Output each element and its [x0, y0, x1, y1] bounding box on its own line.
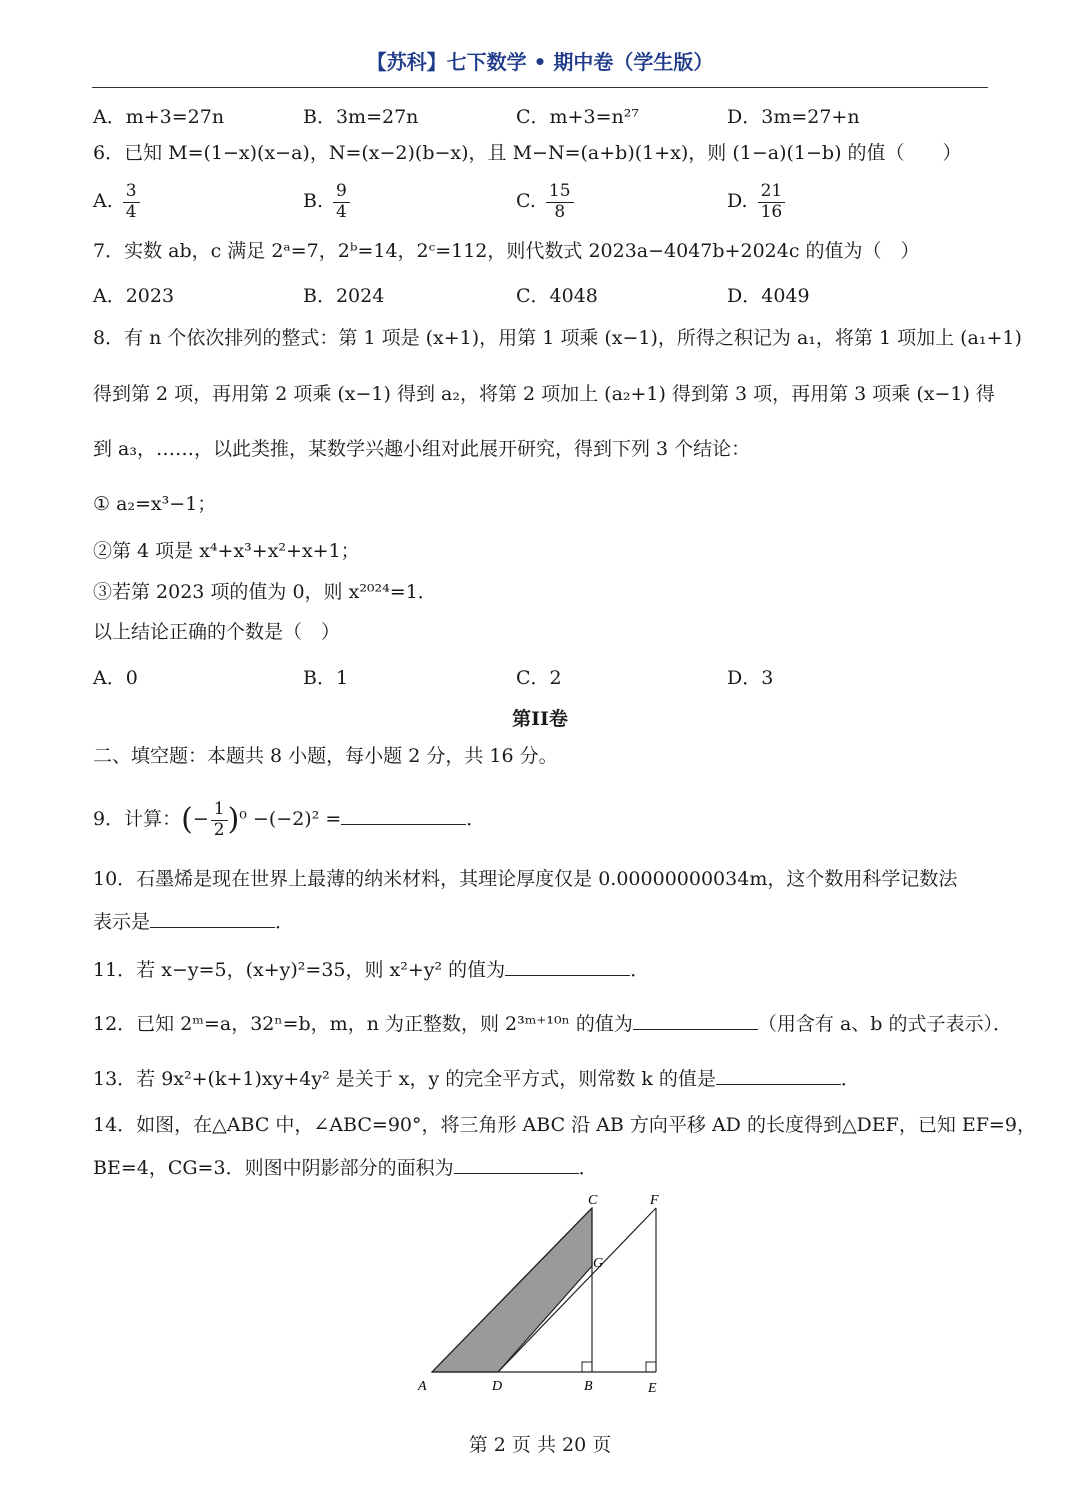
q8-option-a: A．0	[93, 667, 138, 689]
label-b: B	[584, 1379, 593, 1394]
q6-options	[93, 178, 953, 228]
q8-line-2: 得到第 2 项，再用第 2 项乘 (x−1) 得到 a₂，将第 2 项加上 (a₂+1) 得到第 3 项，再用第 3 项乘 (x−1) 得	[93, 383, 995, 405]
q9-line: 9．计算：(− $\frac{1}{2}$ )⁰ −(−2)² = ．	[93, 799, 486, 840]
q10-line-1: 10．石墨烯是现在世界上最薄的纳米材料，其理论厚度仅是 0.00000000034m，这个数用科学记数法	[93, 868, 958, 890]
label-g: G	[593, 1256, 604, 1271]
q6-option-d: D. $\frac{21}{16}$	[727, 182, 785, 222]
q12-line: 12．已知 2ᵐ=a，32ⁿ=b，m，n 为正整数，则 2³ᵐ⁺¹⁰ⁿ 的值为 （用含有 a、b 的式子表示）．	[93, 1013, 1012, 1035]
label-f: F	[650, 1193, 659, 1208]
q14-answer-blank[interactable]	[454, 1155, 579, 1174]
q8-conclusion-3: ③若第 2023 项的值为 0，则 x²⁰²⁴=1．	[93, 581, 437, 603]
q8-option-d: D．3	[727, 667, 774, 689]
q8-question: 以上结论正确的个数是（ ）	[93, 621, 341, 643]
q7-options	[93, 281, 953, 311]
label-c: C	[588, 1193, 598, 1208]
q5-option-d: D．3m=27+n	[727, 106, 860, 128]
q6-option-c: C. $\frac{15}{8}$	[516, 182, 574, 222]
q5-option-c: C．m+3=n²⁷	[516, 106, 639, 128]
q7-option-b: B．2024	[303, 285, 385, 307]
q7-stem: 7．实数 ab，c 满足 2ᵃ=7，2ᵇ=14，2ᶜ=112，则代数式 2023a−4047b+2024c 的值为（ ）	[93, 240, 920, 262]
q6-option-a: A. $\frac{3}{4}$	[93, 182, 140, 222]
q8-option-b: B．1	[303, 667, 349, 689]
page-number: 第 2 页 共 20 页	[468, 1434, 612, 1456]
geometry-figure	[410, 1190, 670, 1400]
header-rule	[92, 87, 988, 88]
q6-stem: 6．已知 M=(1−x)(x−a)，N=(x−2)(b−x)，且 M−N=(a+b)(1+x)，则 (1−a)(1−b) 的值（ ）	[93, 142, 962, 164]
q6-option-b: B. $\frac{9}{4}$	[303, 182, 350, 222]
q10-line-2: 表示是 ．	[93, 911, 295, 933]
q8-option-c: C．2	[516, 667, 562, 689]
label-a: A	[418, 1379, 427, 1394]
right-angle-b	[582, 1362, 592, 1372]
label-d: D	[492, 1379, 503, 1394]
q8-line-1: 8．有 n 个依次排列的整式：第 1 项是 (x+1)，用第 1 项乘 (x−1)，所得之积记为 a₁，将第 1 项加上 (a₁+1)	[93, 327, 1022, 349]
q5-option-a: A．m+3=27n	[93, 106, 225, 128]
q8-conclusion-2: ②第 4 项是 x⁴+x³+x²+x+1；	[93, 540, 360, 562]
q14-line-1: 14．如图，在△ABC 中，∠ABC=90°，将三角形 ABC 沿 AB 方向平移 AD 的长度得到△DEF，已知 EF=9，	[93, 1114, 1036, 1136]
section-intro: 二、填空题：本题共 8 小题，每小题 2 分，共 16 分。	[93, 745, 558, 767]
q11-answer-blank[interactable]	[505, 957, 630, 976]
q8-conclusion-1: ① a₂=x³−1；	[93, 493, 217, 515]
page-header-title: 【苏科】七下数学 • 期中卷（学生版）	[366, 50, 714, 74]
q7-option-a: A．2023	[93, 285, 175, 307]
q7-option-c: C．4048	[516, 285, 598, 307]
q10-answer-blank[interactable]	[150, 909, 275, 928]
right-angle-e	[646, 1362, 656, 1372]
q14-line-2: BE=4，CG=3．则图中阴影部分的面积为 ．	[93, 1157, 598, 1179]
q8-options	[93, 663, 953, 693]
q12-answer-blank[interactable]	[633, 1011, 758, 1030]
q5-option-b: B．3m=27n	[303, 106, 419, 128]
q11-line: 11．若 x−y=5，(x+y)²=35，则 x²+y² 的值为 ．	[93, 959, 650, 981]
q5-options	[93, 102, 953, 132]
q13-answer-blank[interactable]	[716, 1066, 841, 1085]
q9-answer-blank[interactable]	[341, 806, 466, 825]
q7-option-d: D．4049	[727, 285, 810, 307]
section-title: 第II卷	[512, 708, 568, 730]
q13-line: 13．若 9x²+(k+1)xy+4y² 是关于 x，y 的完全平方式，则常数 k 的值是 ．	[93, 1068, 860, 1090]
label-e: E	[648, 1381, 657, 1396]
q8-line-3: 到 a₃，……，以此类推，某数学兴趣小组对此展开研究，得到下列 3 个结论：	[93, 438, 751, 460]
